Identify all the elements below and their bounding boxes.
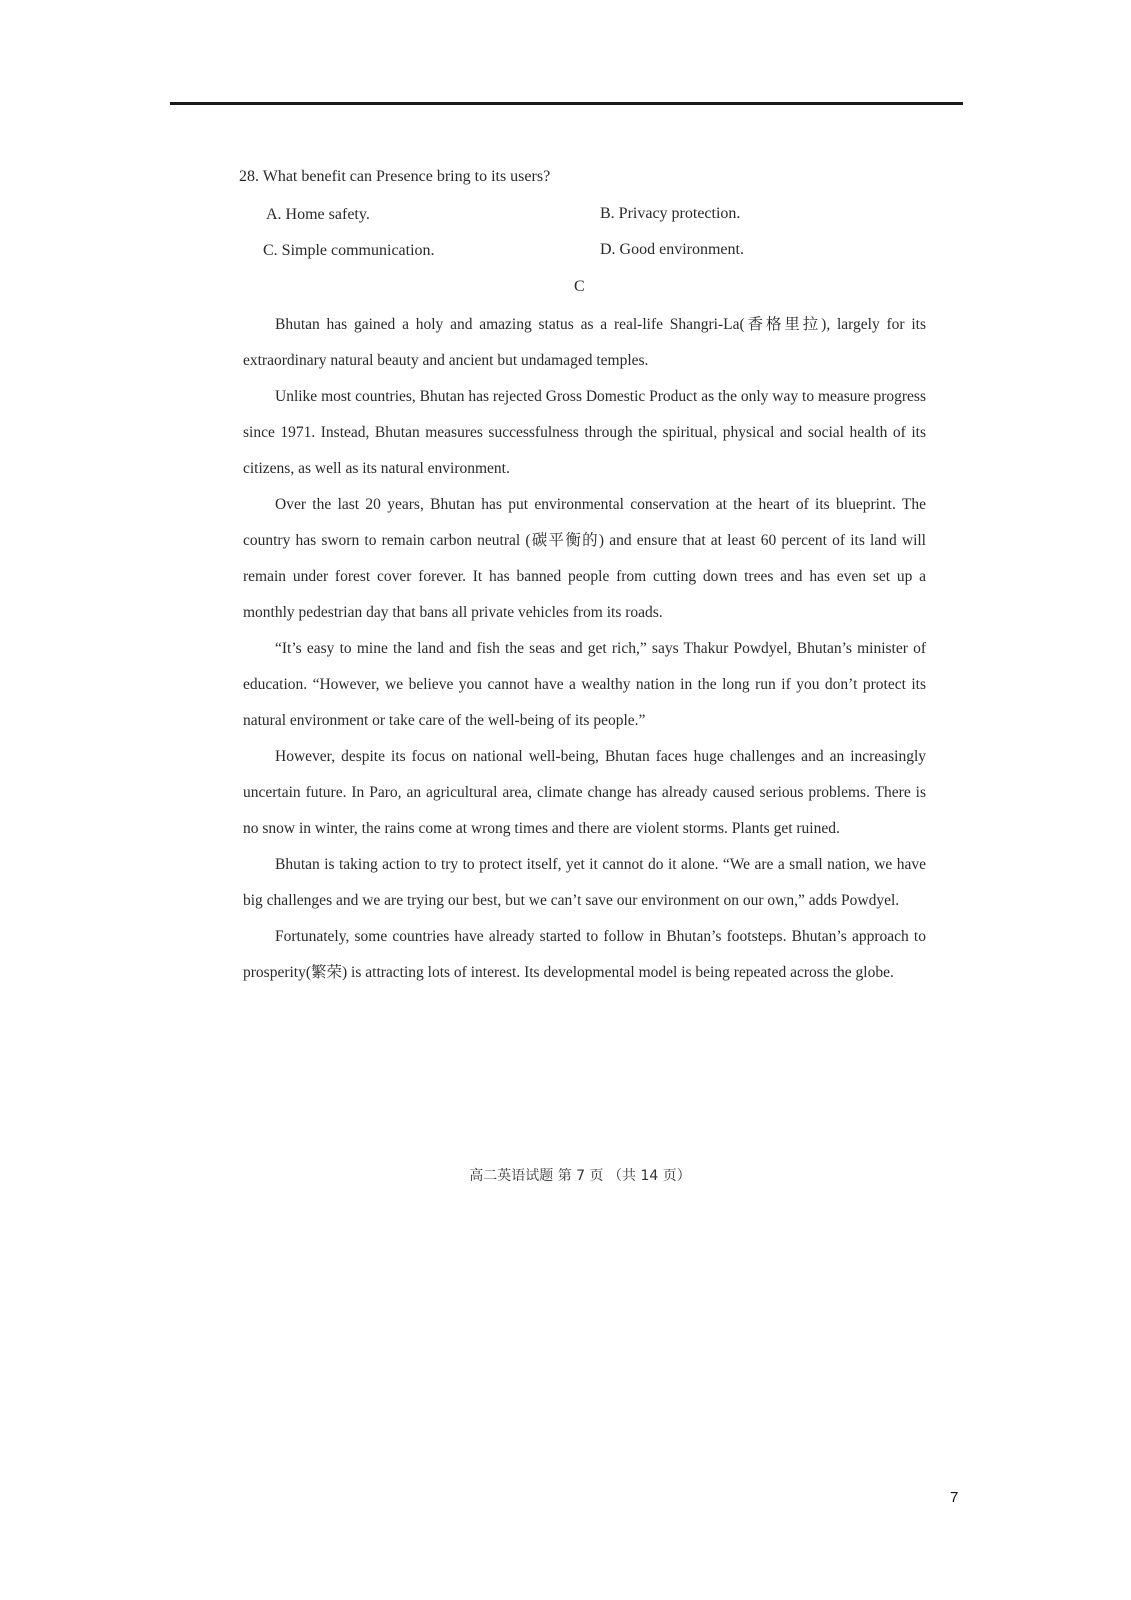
option-d: D. Good environment. (600, 241, 744, 258)
paragraph-5: However, despite its focus on national well-being, Bhutan faces huge challenges and an increasingly uncertain future. In Paro, an agricultural area, climate change has already caused serious problems. There is no snow in winter, the rains come at wrong times and there are violent storms. Plants get ruined. (243, 748, 926, 837)
page-footer: 高二英语试题 第 7 页 （共 14 页） (469, 1168, 691, 1184)
option-a: A. Home safety. (266, 206, 370, 223)
option-b: B. Privacy protection. (600, 205, 741, 222)
top-rule (170, 102, 963, 105)
paragraph-1: Bhutan has gained a holy and amazing status as a real-life Shangri-La(香格里拉), largely for its extraordinary natural beauty and ancient but undamaged temples. (243, 316, 926, 369)
reading-passage (243, 307, 926, 991)
section-letter: C (574, 278, 585, 295)
question-28: 28. What benefit can Presence bring to its users? (239, 168, 551, 185)
page-number: 7 (950, 1489, 959, 1506)
option-c: C. Simple communication. (263, 242, 435, 259)
paragraph-7: Fortunately, some countries have already started to follow in Bhutan’s footsteps. Bhutan’s approach to prosperity(繁荣) is attracting lots of interest. Its developmental model is being repeated across the globe. (243, 928, 926, 981)
paragraph-2: Unlike most countries, Bhutan has rejected Gross Domestic Product as the only way to measure progress since 1971. Instead, Bhutan measures successfulness through the spiritual, physical and social health of its citizens, as well as its natural environment. (243, 388, 926, 477)
paragraph-3: Over the last 20 years, Bhutan has put environmental conservation at the heart of its blueprint. The country has sworn to remain carbon neutral (碳平衡的) and ensure that at least 60 percent of its land will remain under forest cover forever. It has banned people from cutting down trees and has even set up a monthly pedestrian day that bans all private vehicles from its roads. (243, 496, 926, 621)
paragraph-6: Bhutan is taking action to try to protect itself, yet it cannot do it alone. “We are a small nation, we have big challenges and we are trying our best, but we can’t save our environment on our own,” adds Powdyel. (243, 856, 926, 909)
paragraph-4: “It’s easy to mine the land and fish the seas and get rich,” says Thakur Powdyel, Bhutan’s minister of education. “However, we believe you cannot have a wealthy nation in the long run if you don’t protect its natural environment or take care of the well-being of its people.” (243, 640, 926, 729)
